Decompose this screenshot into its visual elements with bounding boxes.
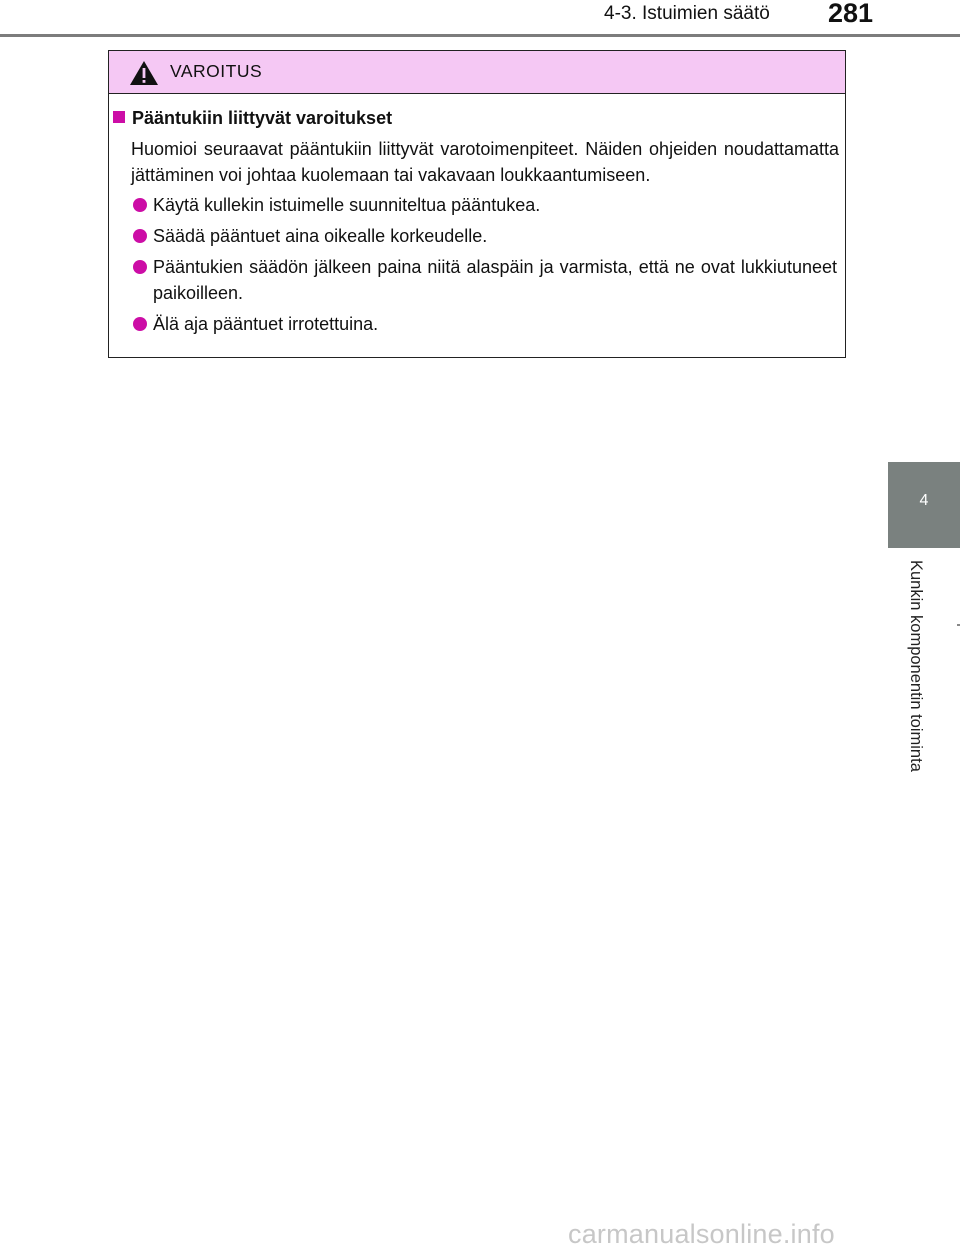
section-heading	[113, 108, 392, 129]
list-item-text: Säädä pääntuet aina oikealle korkeudelle.	[153, 226, 488, 246]
round-bullet-icon	[133, 198, 147, 212]
warning-triangle-icon	[129, 60, 159, 86]
header-divider	[0, 34, 960, 37]
section-heading-text: Pääntukiin liittyvät varoitukset	[132, 108, 393, 128]
intro-paragraph: Huomioi seuraavat pääntukiin liittyvät varotoimenpiteet. Näiden ohjeiden noudattamatta jättäminen voi johtaa kuolemaan tai vakavaan loukkaantumiseen.	[131, 139, 839, 185]
round-bullet-icon	[133, 317, 147, 331]
section-title: 4-3. Istuimien säätö	[604, 3, 770, 24]
watermark: carmanualsonline.info	[568, 1219, 835, 1249]
chapter-title-text: Kunkin komponentin toiminta	[907, 560, 925, 772]
list-item	[131, 254, 837, 306]
page-number: 281	[828, 0, 874, 28]
warning-label: VAROITUS	[170, 61, 263, 81]
list-item	[131, 223, 837, 249]
round-bullet-icon	[133, 260, 147, 274]
warning-header	[109, 51, 845, 94]
list-item	[131, 311, 837, 337]
round-bullet-icon	[133, 229, 147, 243]
list-item-text: Älä aja pääntuet irrotettuina.	[153, 314, 379, 334]
warning-box	[108, 50, 846, 358]
list-item	[131, 192, 837, 218]
chapter-tab	[888, 462, 960, 548]
square-bullet-icon	[113, 111, 125, 123]
chapter-title	[906, 560, 926, 820]
list-item-text: Käytä kullekin istuimelle suunniteltua pääntukea.	[153, 195, 541, 215]
list-item-text: Pääntukien säädön jälkeen paina niitä alaspäin ja varmista, että ne ovat lukkiutuneet paikoilleen.	[153, 257, 837, 303]
chapter-number: 4	[919, 492, 929, 509]
